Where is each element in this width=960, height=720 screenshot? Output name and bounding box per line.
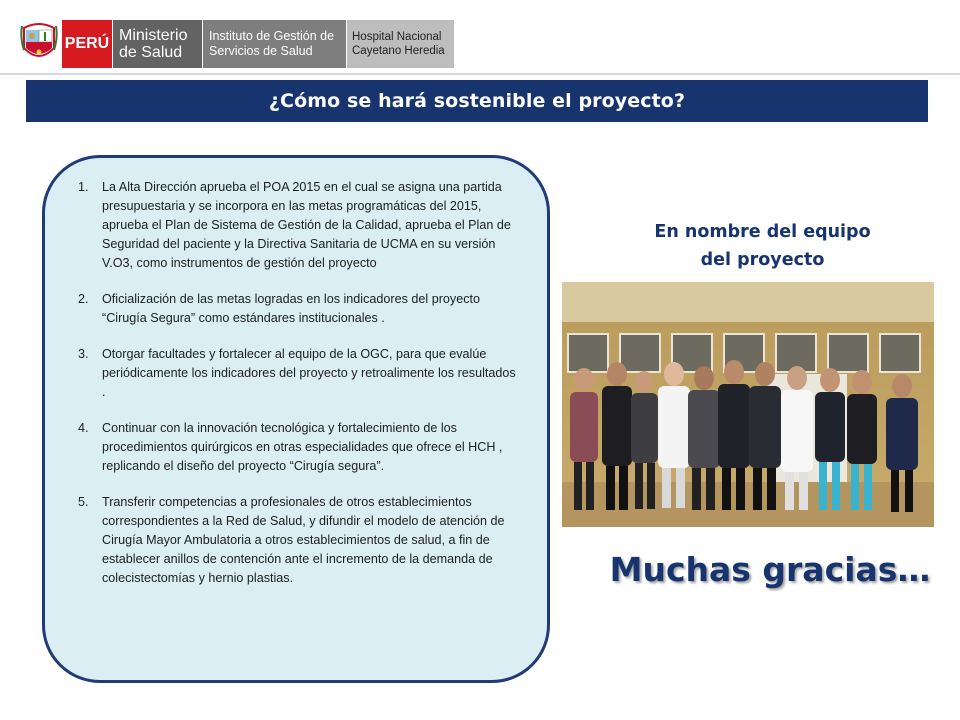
header <box>0 0 960 76</box>
peru-coat-of-arms-icon <box>20 18 58 66</box>
thanks-message: Muchas gracias… <box>609 550 931 589</box>
minsa-logo: Ministerio de Salud <box>112 20 202 68</box>
sustainability-panel <box>42 155 550 683</box>
sustainability-list <box>78 178 517 588</box>
list-item: 3. Otorgar facultades y fortalecer al equipo de la OGC, para que evalúe periódicamente los indicadores del proyecto y retroalimente los resultados . <box>78 347 516 399</box>
team-heading: En nombre del equipo del proyecto <box>654 222 871 270</box>
team-photo <box>562 282 934 527</box>
peru-logo: PERÚ <box>62 20 112 68</box>
slide-title: ¿Cómo se hará sostenible el proyecto? <box>26 80 928 122</box>
hospital-logo: Hospital Nacional Cayetano Heredia <box>346 20 454 68</box>
list-item: 2. Oficialización de las metas logradas en los indicadores del proyecto “Cirugía Segura” como estándares institucionales . <box>78 292 481 325</box>
header-divider <box>0 73 960 75</box>
institution-logos <box>62 20 454 68</box>
igss-logo: Instituto de Gestión de Servicios de Salud <box>202 20 346 68</box>
list-item: 5. Transferir competencias a profesionales de otros establecimientos correspondientes a la Red de Salud, y difundir el modelo de atención de Cirugía Mayor Ambulatoria a otros establecimientos de salud, a fin de establecer anillos de contención ante el incremento de la demanda de colecistectomías y hernio plastias. <box>78 495 505 585</box>
list-item: 1. La Alta Dirección aprueba el POA 2015 en el cual se asigna una partida presupuestaria y se incorpora en las metas programáticas del 2015, aprueba el Plan de Sistema de Gestión de la Calidad, aprueba el Plan de Seguridad del paciente y la Directiva Sanitaria de UCMA en su versión V.O3, como instrumentos de gestión del proyecto <box>78 180 511 270</box>
list-item: 4. Continuar con la innovación tecnológica y fortalecimiento de los procedimientos quirúrgicos en otras especialidades que ofrece el HCH , replicando el diseño del proyecto “Cirugía segura”. <box>78 421 503 473</box>
